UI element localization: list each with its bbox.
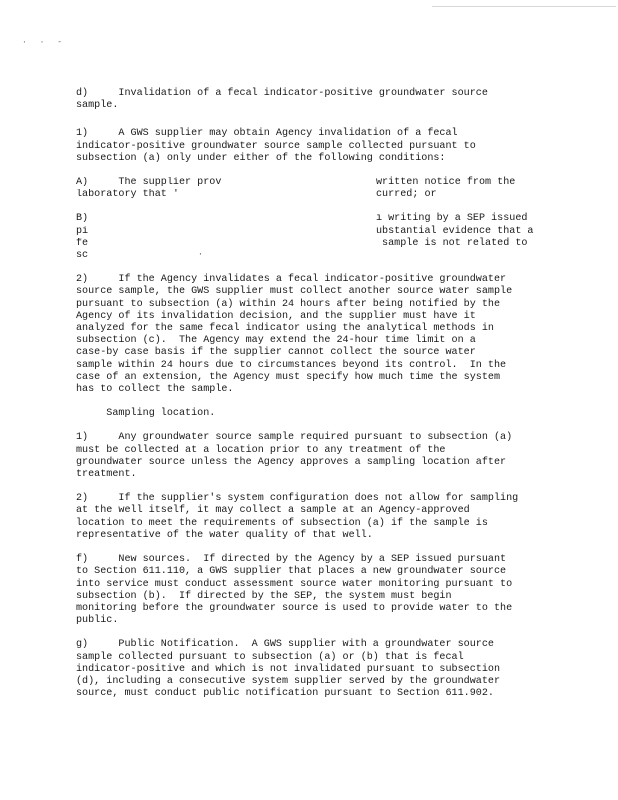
section-e-paragraph-2: 2) If the supplier's system configuration does not allow for sampling at the well itself, it may collect a sample at an Agency-approved location to meet the requirements of subsection (a) if the sample is representative of the water quality of that well. xyxy=(76,493,519,541)
section-d-paragraph-2: 2) If the Agency invalidates a fecal indicator-positive groundwater source sample, the GWS supplier must collect another source water sample pursuant to subsection (a) within 24 hours after being notified by the Agency of its invalidation decision, and the supplier must have it analyzed for the same fecal indicator using the analytical methods in subsection (c). The Agency may extend the 24-hour time limit on a case-by case basis if the supplier cannot collect the source water sample within 24 hours due to circumstances beyond its control. In the case of an extension, the Agency must specify how much time the system has to collect the sample. xyxy=(76,274,513,396)
condition-a-left-1: A) The supplier prov xyxy=(76,177,222,189)
condition-b-left-1: B) xyxy=(76,213,89,225)
condition-a-left-2: laboratory that ' xyxy=(76,189,179,201)
scan-noise-dot: · xyxy=(198,250,203,259)
section-d-paragraph-1: 1) A GWS supplier may obtain Agency invalidation of a fecal indicator-positive groundwater source sample collected pursuant to subsection (a) only under either of the following conditions: xyxy=(76,128,476,164)
section-e-paragraph-1: 1) Any groundwater source sample required pursuant to subsection (a) must be collected at a location prior to any treatment of the groundwater source unless the Agency approves a sampling location after treatment. xyxy=(76,432,513,481)
scan-edge-line xyxy=(432,6,616,7)
condition-b xyxy=(76,213,546,262)
condition-b-right-3: sample is not related to xyxy=(376,237,528,249)
condition-b-right-2: ubstantial evidence that a xyxy=(376,225,534,237)
section-g-paragraph: g) Public Notification. A GWS supplier with a groundwater source sample collected pursuant to subsection (a) or (b) that is fecal indicator-positive and which is not invalidated pursuant to subsection (d), including a consecutive system supplier served by the groundwater source, must conduct public notification pursuant to Section 611.902. xyxy=(76,639,501,700)
condition-a-right-1: written notice from the xyxy=(376,177,516,189)
section-d-heading: d) Invalidation of a fecal indicator-positive groundwater source sample. xyxy=(76,88,488,112)
condition-a-right-2: curred; or xyxy=(376,189,437,201)
section-f-paragraph: f) New sources. If directed by the Agency by a SEP issued pursuant to Section 611.110, a GWS supplier that places a new groundwater source into service must conduct assessment source water monitoring pursuant to subsection (b). If directed by the SEP, the system must begin monitoring before the groundwater source is used to provide water to the public. xyxy=(76,554,513,627)
scan-specks: · · - xyxy=(22,38,67,47)
condition-b-right-1: ı writing by a SEP issued xyxy=(376,213,528,225)
section-e-heading: Sampling location. xyxy=(76,408,216,420)
condition-b-right-4 xyxy=(376,250,546,262)
condition-b-left-2: pi xyxy=(76,225,89,237)
condition-b-left-3: fe xyxy=(76,237,89,249)
condition-a xyxy=(76,177,546,201)
condition-b-left-4: sc xyxy=(76,250,89,262)
document-page xyxy=(76,88,546,712)
